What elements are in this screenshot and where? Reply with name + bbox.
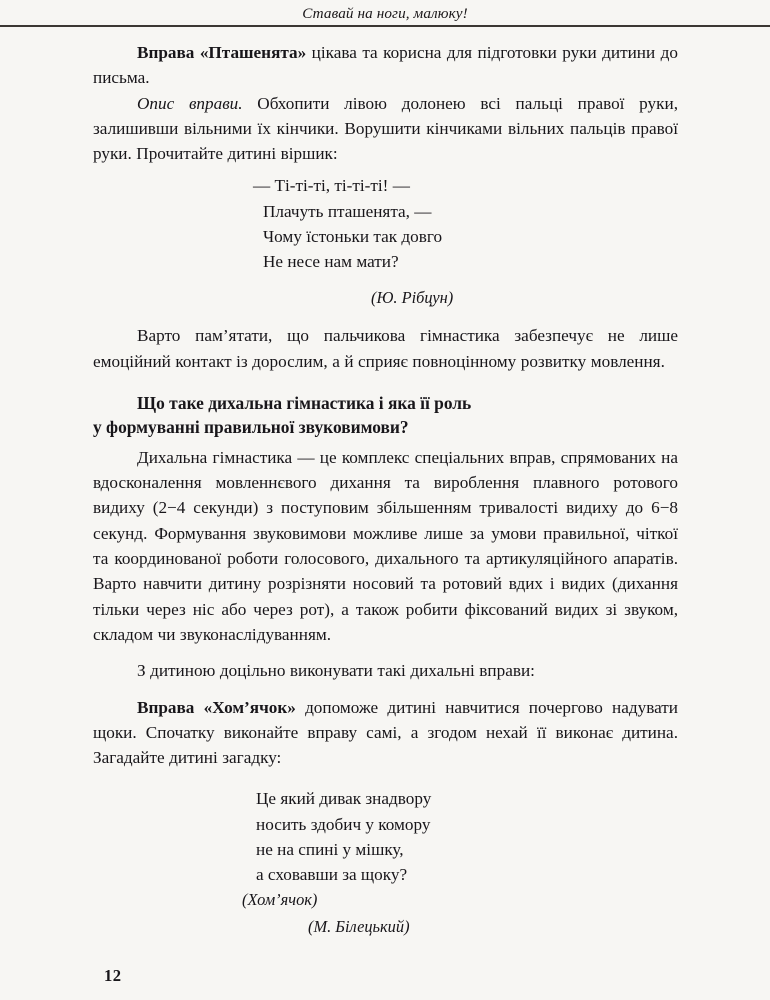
exercise-name-khomyachok: Вправа «Хом’ячок» (137, 697, 296, 717)
verse-line: — Ті-ті-ті, ті-ті-ті! — (253, 176, 410, 196)
paragraph-breathing-gymnastics-definition: Дихальна гімнастика — це комплекс спеціальних вправ, спрямованих на вдосконалення мовленнєвого дихання та вироблення плавного ротового видиху (2−4 секунди) з поступовим збільшенням тривалості видиху до 6−8 секунд. Формування звуковимови можливе лише за умови правильної, чіткої та координованої роботи голосового, дихального та артикуляційного апаратів. Варто навчити дитину розрізняти носовий та ротовий вдих і видих (дихання тільки через ніс або через рот), а також робити фіксований видих зі звуком, складом чи звуконаслідуванням. (93, 447, 678, 644)
paragraph-finger-gymnastics-note: Варто пам’ятати, що пальчикова гімнастика забезпечує не лише емоційний контакт із дорослим, а й сприяє повноцінному розвитку мовлення. (93, 326, 678, 371)
verse-block-riddle (93, 786, 678, 887)
verse-line: а сховавши за щоку? (256, 865, 408, 885)
running-head: Ставай на ноги, малюку! (302, 5, 468, 22)
paragraph-exercise-description (93, 91, 678, 167)
paragraph-exercise-ptashenyata (93, 40, 678, 91)
verse-line: Чому їстоньки так довго (263, 226, 443, 246)
paragraph-1-rest: цікава та корисна для підготовки руки дитини до письма. (93, 43, 678, 88)
paragraph-6-rest: допоможе дитині навчитися почергово надувати щоки. Спочатку виконайте вправу самі, а згодом нехай її виконає дитина. Загадайте дитині загадку: (93, 697, 678, 768)
verse-line: носить здобич у комору (256, 814, 431, 834)
paragraph-2-rest: Обхопити лівою долонею всі пальці правої руки, залишивши вільними їх кінчики. Ворушити кінчиками вільних пальців правої руки. Прочитайте дитині віршик: (93, 93, 678, 164)
paragraph-intro-exercises: З дитиною доцільно виконувати такі дихальні вправи: (137, 661, 535, 681)
section-heading-breathing-gymnastics (93, 391, 678, 439)
verse-line: не на спині у мішку, (256, 839, 404, 859)
text-column (93, 40, 678, 939)
label-opys-vpravy: Опис вправи. (137, 93, 243, 113)
verse-line: Не несе нам мати? (263, 252, 399, 272)
riddle-answer-khomyachok: (Хом’ячок) (242, 890, 318, 910)
header-rule (0, 25, 770, 27)
heading-line-2: у формуванні правильної звуковимови? (93, 416, 409, 437)
verse-block-ptashenyata (93, 173, 678, 274)
heading-line-1: Що таке дихальна гімнастика і яка її роль (137, 392, 472, 413)
verse-line: Плачуть пташенята, — (263, 201, 432, 221)
page-number: 12 (104, 966, 122, 985)
exercise-name-ptashenyata: Вправа «Пташенята» (137, 43, 307, 62)
paragraph-exercise-khomyachok (93, 695, 678, 771)
verse-attribution-biletskyi: (М. Білецький) (308, 917, 410, 937)
verse-attribution-ribtsun: (Ю. Рібцун) (371, 288, 454, 308)
verse-line: Це який дивак знадвору (256, 789, 432, 809)
